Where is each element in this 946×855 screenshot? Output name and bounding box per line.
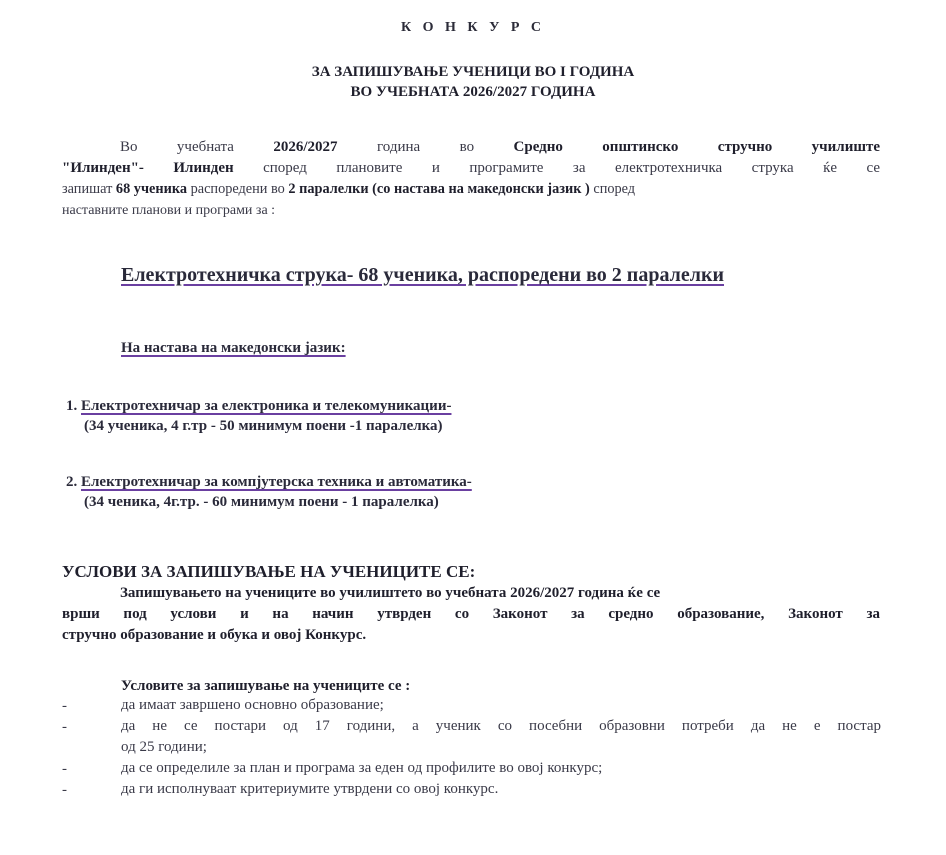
requirement-item: да имаат завршено основно образование; bbox=[121, 697, 384, 713]
requirements-heading: Условите за запишување на учениците се : bbox=[121, 678, 411, 694]
document-subtitle-line2: ВО УЧЕБНАТА 2026/2027 ГОДИНА bbox=[350, 84, 596, 100]
stream-heading: Електротехничка струка- 68 ученика, распоредени во 2 паралелки bbox=[121, 264, 724, 286]
requirement-item: да се определиле за план и програма за еден од профилите во овој конкурс; bbox=[121, 760, 603, 776]
profile-name: Електротехничар за компјутерска техника и автоматика- bbox=[81, 474, 472, 490]
document-title: К О Н К У Р С bbox=[400, 20, 546, 35]
profile-name: Електротехничар за електроника и телекомуникации- bbox=[81, 398, 452, 414]
bullet-dash: - bbox=[62, 782, 67, 798]
requirement-item: да не се постари од 17 години, а ученик со посебни образовни потреби да не е постар bbox=[121, 718, 881, 734]
intro-line-4: наставните планови и програми за : bbox=[62, 203, 276, 218]
conditions-line-2: врши под услови и на начин утврден со Законот за средно образование, Законот за bbox=[62, 606, 880, 622]
conditions-heading: УСЛОВИ ЗА ЗАПИШУВАЊЕ НА УЧЕНИЦИТЕ СЕ: bbox=[62, 562, 476, 581]
profile-item-1: 1. Електротехничар за електроника и телекомуникации- bbox=[66, 398, 452, 414]
conditions-line-3: стручно образование и обука и овој Конкурс. bbox=[62, 627, 367, 643]
bullet-dash: - bbox=[62, 761, 67, 777]
conditions-line-1: Запишувањето на учениците во училиштето во учебната 2026/2027 година ќе се bbox=[120, 585, 661, 601]
bullet-dash: - bbox=[62, 698, 67, 714]
profile-item-2: 2. Електротехничар за компјутерска техника и автоматика- bbox=[66, 474, 472, 490]
profile-details: (34 ученика, 4 г.тр - 50 минимум поени -1 паралелка) bbox=[84, 418, 443, 434]
intro-line-1: Во учебната 2026/2027 година во Средно општинско стручно училиште bbox=[120, 139, 881, 155]
language-heading: На настава на македонски јазик: bbox=[121, 340, 346, 356]
requirement-item-continuation: од 25 години; bbox=[121, 739, 207, 755]
profile-details: (34 ченика, 4г.тр. - 60 минимум поени - 1 паралелка) bbox=[84, 494, 439, 510]
intro-line-3: запишат 68 ученика распоредени во 2 паралелки (со настава на македонски јазик ) според bbox=[62, 181, 636, 197]
document-subtitle-line1: ЗА ЗАПИШУВАЊЕ УЧЕНИЦИ ВО I ГОДИНА bbox=[311, 64, 635, 80]
intro-line-2: "Илинден"- Илинден според плановите и програмите за електротехничка струка ќе се bbox=[62, 160, 880, 176]
bullet-dash: - bbox=[62, 719, 67, 735]
requirement-item: да ги исполнуваат критериумите утврдени со овој конкурс. bbox=[121, 781, 499, 797]
